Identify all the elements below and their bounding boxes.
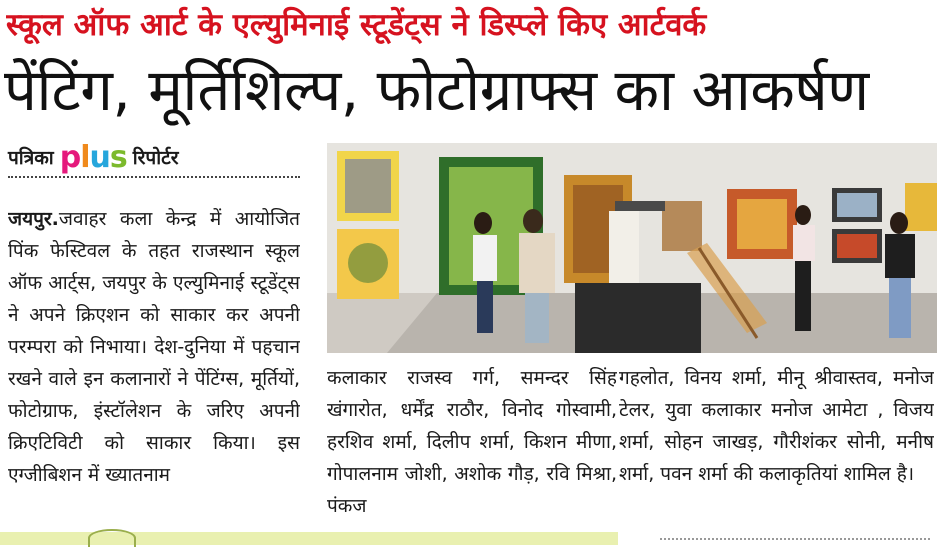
brand-plus-letter: u	[89, 139, 110, 175]
bottom-decorative-band	[0, 532, 618, 545]
dateline-city: जयपुर.	[8, 208, 59, 230]
flourish-icon	[88, 529, 136, 547]
bottom-divider	[660, 538, 930, 540]
brand-prefix: पत्रिका	[8, 147, 54, 169]
byline	[8, 140, 308, 174]
article-column-2: कलाकार राजस्व गर्ग, समन्दर सिंह खंगारोत, धर्मेंद्र राठौर, विनोद गोस्वामी, हरशिव शर्मा, दिलीप शर्मा, किशन मीणा, गोपालनाम जोशी, अशोक गौड़, रवि मिश्रा, पंकज	[327, 367, 617, 517]
byline-role: रिपोर्टर	[132, 147, 179, 169]
byline-divider	[8, 176, 300, 178]
article-text: जवाहर कला केन्द्र में आयोजित पिंक फेस्टिवल के तहत राजस्थान स्कूल ऑफ आर्ट्स, जयपुर के एल्युमिनाई स्टूडेंट्स ने अपने क्रिएशन को साकार कर अपनी परम्परा को निभाया। देश-दुनिया में पहचान रखने वाले इन कलानारों ने पेंटिंग्स, मूर्तियों, फोटोग्राफ, इंस्टॉलेशन के जरिए अपनी क्रिएटिविटी को साकार किया। इस एग्जीबिशन में ख्यातनाम	[8, 208, 300, 486]
brand-plus-logo	[60, 140, 127, 175]
exhibition-photo	[327, 143, 937, 353]
article-column-3: गहलोत, विनय शर्मा, मीनू श्रीवास्तव, मनोज टेलर, युवा कलाकार मनोज आमेटा , विजय शर्मा, सोहन जाखड़, गौरीशंकर सोनी, मनीष शर्मा, पवन शर्मा की कलाकृतियां शामिल है।	[619, 367, 934, 485]
brand-plus-letter: p	[59, 139, 81, 175]
article-column-1	[8, 203, 300, 523]
article-kicker: स्कूल ऑफ आर्ट के एल्युमिनाई स्टूडेंट्स ने डिस्प्ले किए आर्टवर्क	[6, 7, 707, 43]
brand-plus-letter: s	[109, 139, 127, 175]
exhibition-photo-illustration	[327, 143, 937, 353]
article-headline: पेंटिंग, मूर्तिशिल्प, फोटोग्राफ्स का आकर्षण	[4, 56, 869, 124]
brand-plus-letter: l	[80, 139, 90, 175]
